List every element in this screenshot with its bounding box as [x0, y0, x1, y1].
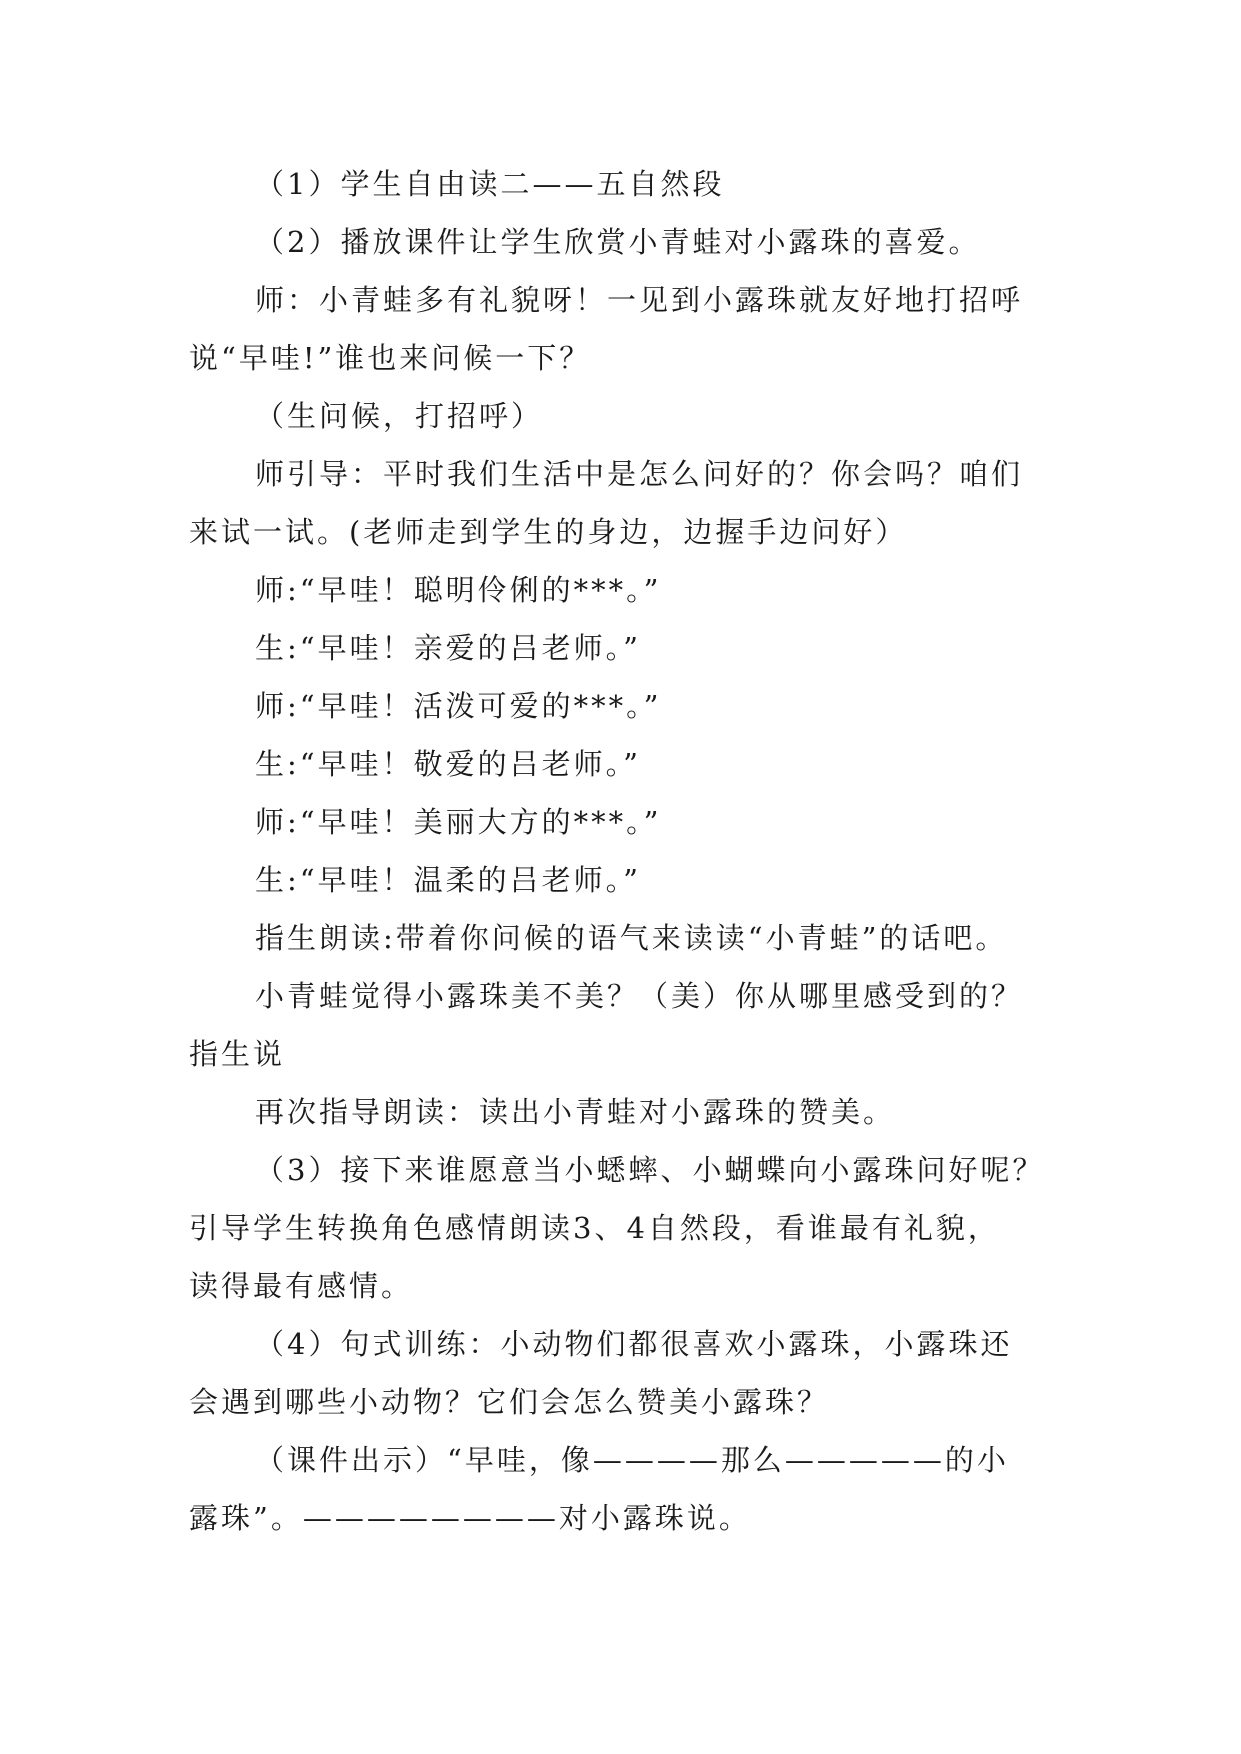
text-line: （1）学生自由读二——五自然段	[255, 167, 725, 201]
text-line: 生:“早哇！温柔的吕老师。”	[255, 863, 641, 897]
text-line: 师:“早哇！美丽大方的***。”	[255, 805, 662, 839]
text-line: 说“早哇!”谁也来问候一下？	[189, 341, 592, 375]
text-line: 指生朗读:带着你问候的语气来读读“小青蛙”的话吧。	[255, 921, 1008, 955]
text-line: 师:“早哇！聪明伶俐的***。”	[255, 573, 662, 607]
text-line: 露珠”。————————对小露珠说。	[189, 1501, 751, 1535]
text-line: 生:“早哇！敬爱的吕老师。”	[255, 747, 641, 781]
text-line: （2）播放课件让学生欣赏小青蛙对小露珠的喜爱。	[255, 225, 981, 259]
text-line: 师引导：平时我们生活中是怎么问好的？你会吗？咱们	[255, 457, 1024, 491]
text-line: 生:“早哇！亲爱的吕老师。”	[255, 631, 641, 665]
text-line: 读得最有感情。	[189, 1269, 414, 1303]
text-line: 指生说	[189, 1037, 286, 1071]
text-line: 师：小青蛙多有礼貌呀！一见到小露珠就友好地打招呼	[255, 283, 1024, 317]
text-line: （课件出示）“早哇，像————那么—————的小	[255, 1443, 1009, 1477]
text-line: 会遇到哪些小动物？它们会怎么赞美小露珠？	[189, 1385, 830, 1419]
text-line: （4）句式训练：小动物们都很喜欢小露珠，小露珠还	[255, 1327, 1013, 1361]
text-line: 来试一试。(老师走到学生的身边，边握手边问好）	[189, 515, 908, 549]
text-line: 师:“早哇！活泼可爱的***。”	[255, 689, 662, 723]
document-body	[189, 155, 1059, 1547]
text-line: 引导学生转换角色感情朗读3、4自然段，看谁最有礼貌，	[189, 1211, 1000, 1245]
text-line: （3）接下来谁愿意当小蟋蟀、小蝴蝶向小露珠问好呢？	[255, 1153, 1045, 1187]
text-line: 小青蛙觉得小露珠美不美？（美）你从哪里感受到的？	[255, 979, 1024, 1013]
text-line: 再次指导朗读：读出小青蛙对小露珠的赞美。	[255, 1095, 896, 1129]
text-line: （生问候，打招呼）	[255, 399, 544, 433]
